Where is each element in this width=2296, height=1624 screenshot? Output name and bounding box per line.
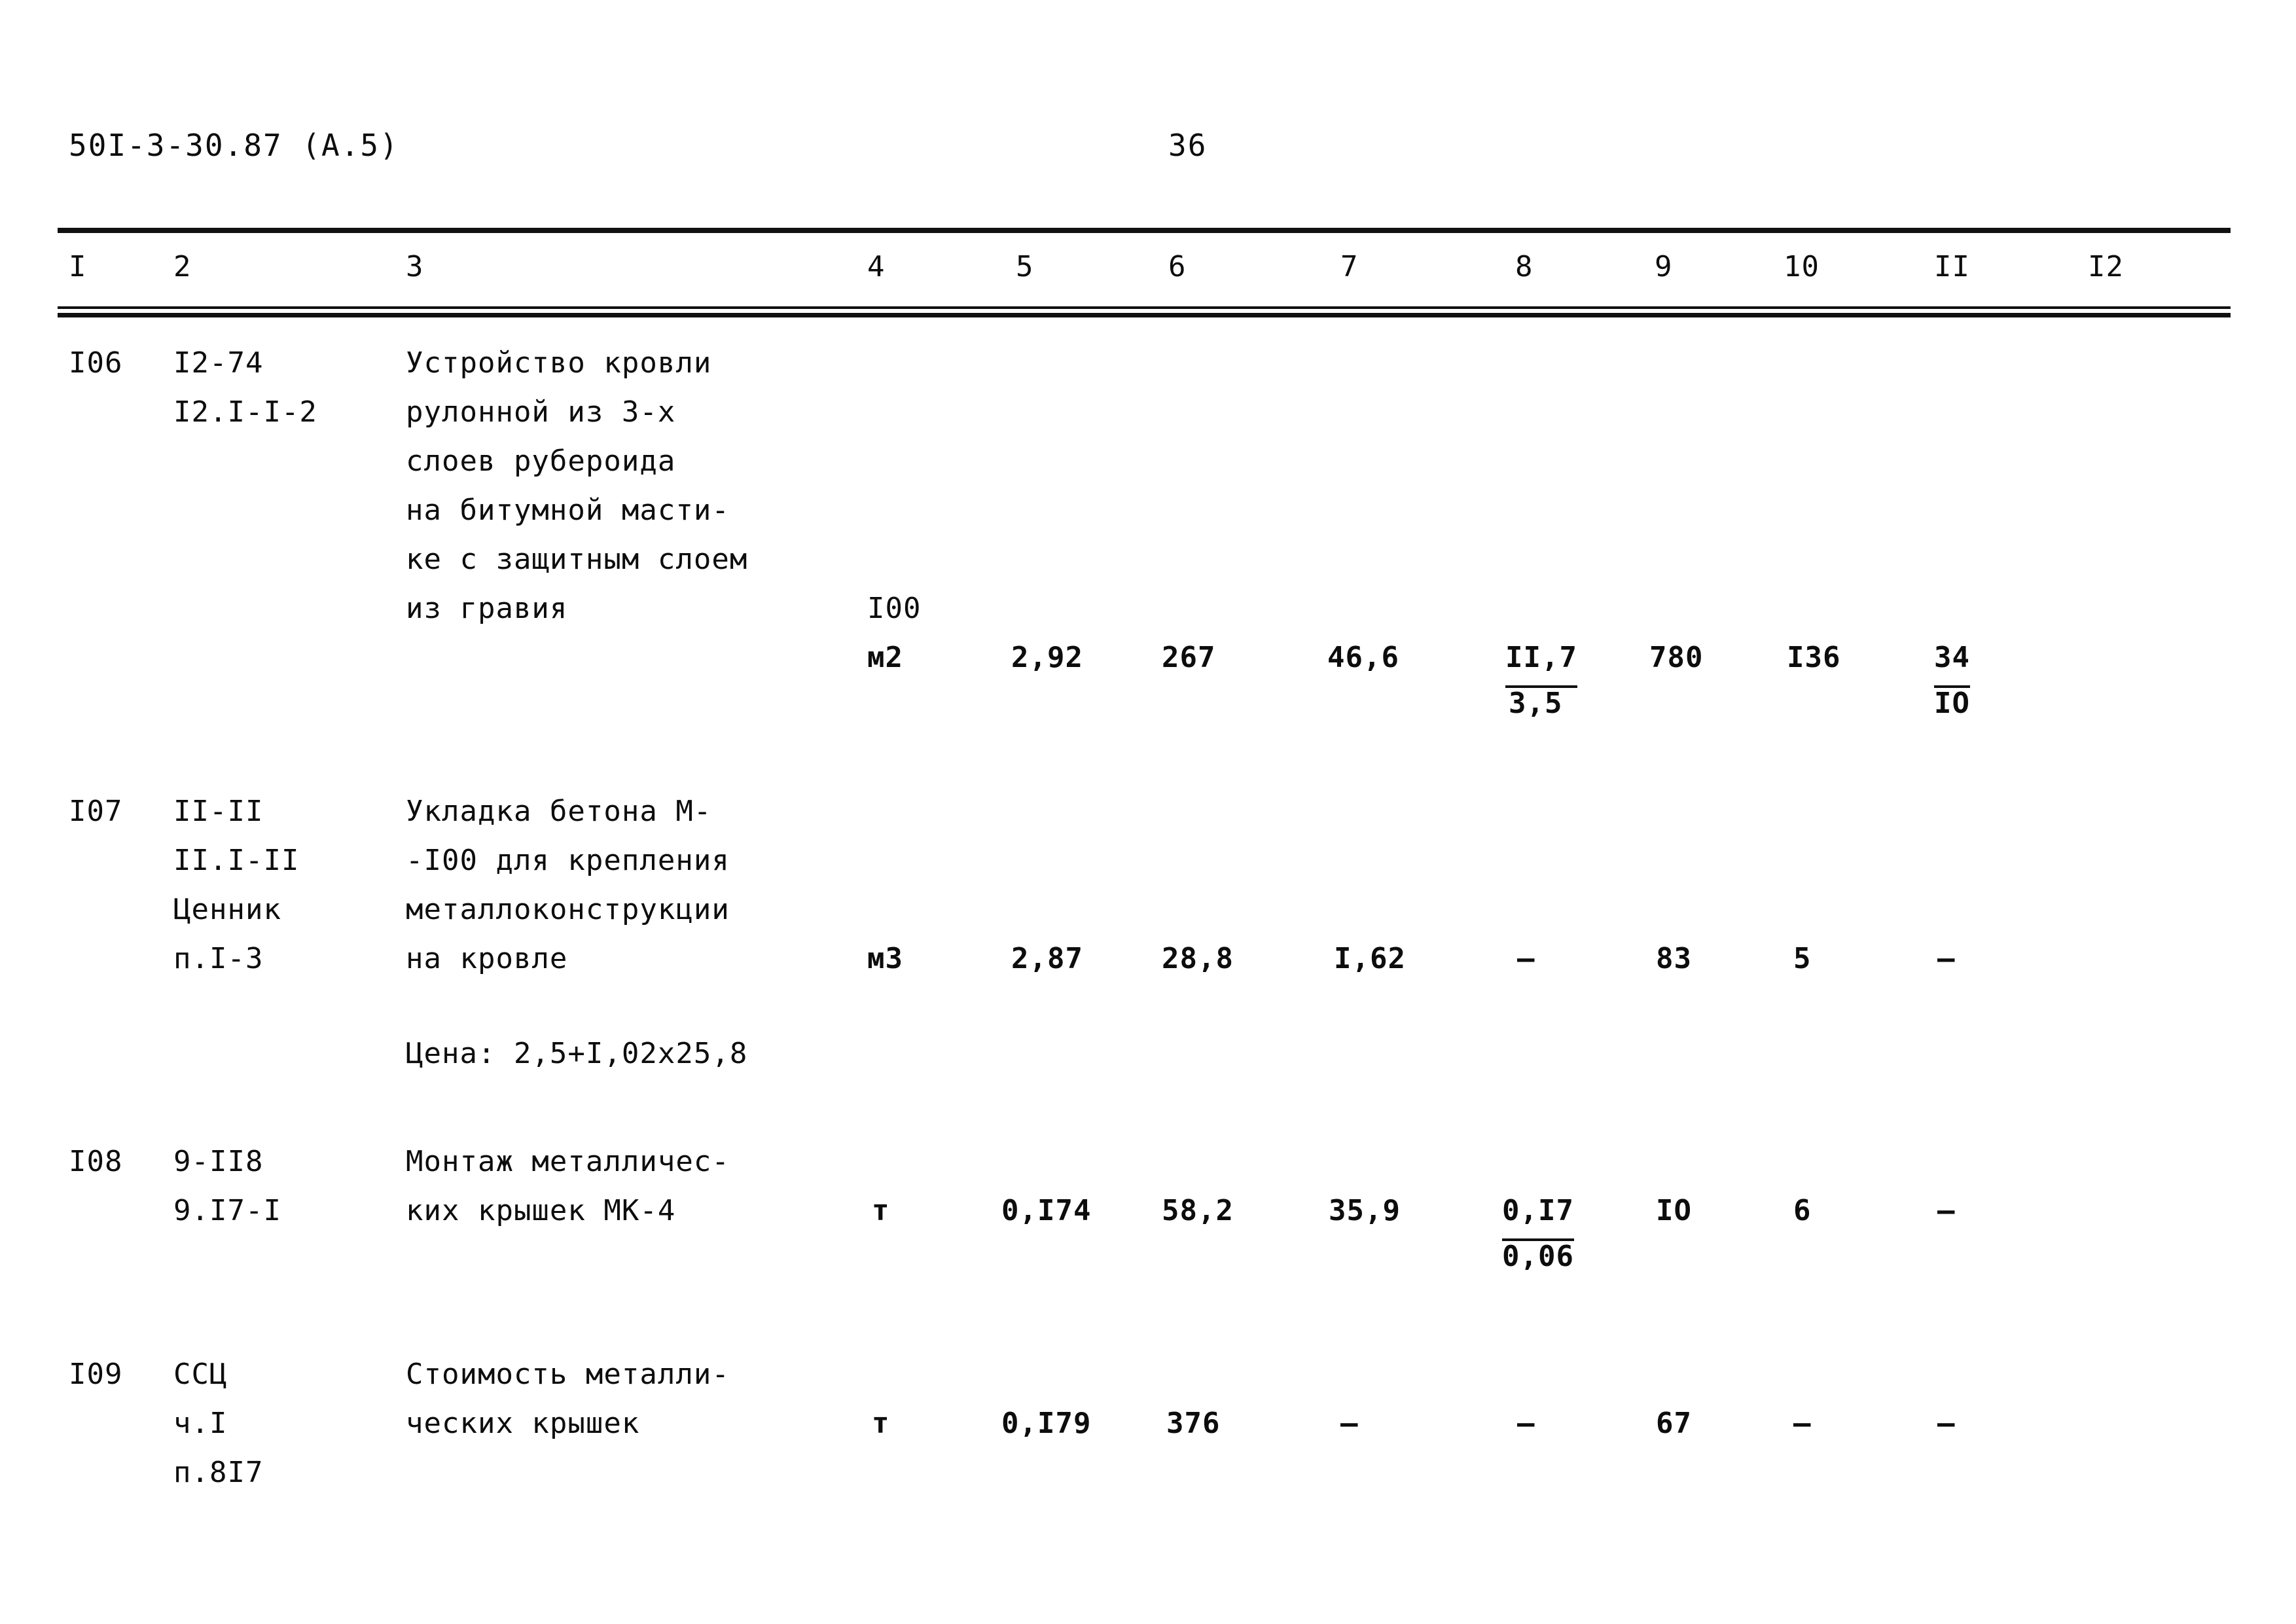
row-col11-top: – [1937, 1194, 1956, 1227]
column-header-10: 10 [1784, 250, 1820, 283]
row-col9: 780 [1649, 641, 1704, 674]
row-code-line: Ценник [173, 893, 281, 926]
row-col8-bottom: 3,5 [1509, 687, 1563, 720]
row-description-line: слоев рубероида [406, 444, 676, 478]
column-header-8: 8 [1515, 250, 1534, 283]
row-col11-top: 34 [1934, 632, 1970, 688]
row-col9: 83 [1656, 942, 1692, 975]
row-col10: – [1793, 1407, 1812, 1440]
row-col6: 58,2 [1162, 1194, 1234, 1227]
row-price-note: Цена: 2,5+I,02х25,8 [406, 1037, 748, 1070]
row-col5: 2,87 [1011, 942, 1083, 975]
table-top-rule [58, 228, 2231, 233]
row-number: I08 [69, 1145, 123, 1178]
page-number: 36 [1168, 128, 1208, 163]
column-header-11: II [1934, 250, 1970, 283]
row-col5: 0,I79 [1001, 1407, 1092, 1440]
row-code-line: 9-II8 [173, 1145, 264, 1178]
column-header-12: I2 [2088, 250, 2124, 283]
column-header-4: 4 [867, 250, 886, 283]
row-code-line: п.8I7 [173, 1456, 264, 1489]
row-description-line: рулонной из 3-х [406, 395, 676, 429]
row-unit: м3 [867, 942, 903, 975]
row-description-line: на кровле [406, 942, 568, 975]
row-code-line: I2-74 [173, 346, 264, 380]
column-header-3: 3 [406, 250, 424, 283]
row-col7: – [1340, 1407, 1359, 1440]
row-unit: т [872, 1407, 890, 1440]
row-unit-qty: I00 [867, 592, 922, 625]
row-col5: 2,92 [1011, 641, 1083, 674]
row-description-line: ческих крышек [406, 1407, 640, 1440]
row-description-line: Устройство кровли [406, 346, 712, 380]
row-col6: 376 [1166, 1407, 1221, 1440]
row-col8-bottom: 0,06 [1502, 1240, 1574, 1273]
document-header [69, 128, 2222, 173]
row-code-line: 9.I7-I [173, 1194, 281, 1227]
column-header-1: I [69, 250, 87, 283]
row-code-line: II-II [173, 795, 264, 828]
row-code-line: п.I-3 [173, 942, 264, 975]
row-col5: 0,I74 [1001, 1194, 1092, 1227]
row-col8-top: 0,I7 [1502, 1185, 1574, 1241]
row-description-line: ких крышек МК-4 [406, 1194, 676, 1227]
row-col6: 267 [1162, 641, 1216, 674]
row-description-line: -I00 для крепления [406, 844, 730, 877]
row-code-line: ч.I [173, 1407, 228, 1440]
row-col8-top: II,7 [1505, 632, 1577, 688]
row-col10: I36 [1787, 641, 1841, 674]
row-col11-top: – [1937, 1407, 1956, 1440]
row-code-line: II.I-II [173, 844, 300, 877]
row-description-line: на битумной масти- [406, 494, 730, 527]
row-col10: 5 [1793, 942, 1812, 975]
row-col7: I,62 [1334, 942, 1406, 975]
row-col7: 35,9 [1329, 1194, 1401, 1227]
row-unit: т [872, 1194, 890, 1227]
column-header-9: 9 [1655, 250, 1673, 283]
table-header-rule-a [58, 306, 2231, 309]
document-code: 50I-3-30.87 (A.5) [69, 128, 399, 163]
row-col8-top: – [1517, 942, 1535, 975]
column-header-7: 7 [1340, 250, 1359, 283]
row-code-line: I2.I-I-2 [173, 395, 317, 429]
row-description-line: Укладка бетона М- [406, 795, 712, 828]
row-description-line: ке с защитным слоем [406, 543, 748, 576]
row-col10: 6 [1793, 1194, 1812, 1227]
column-header-6: 6 [1168, 250, 1187, 283]
row-number: I07 [69, 795, 123, 828]
row-col11-top: – [1937, 942, 1956, 975]
table-header-rule-b [58, 313, 2231, 317]
row-description-line: Стоимость металли- [406, 1358, 730, 1391]
row-unit: м2 [867, 641, 903, 674]
row-col8-top: – [1517, 1407, 1535, 1440]
row-number: I06 [69, 346, 123, 380]
row-description-line: Монтаж металличес- [406, 1145, 730, 1178]
row-col11-bottom: IO [1934, 687, 1970, 720]
row-code-line: ССЦ [173, 1358, 228, 1391]
column-header-5: 5 [1016, 250, 1034, 283]
row-col9: 67 [1656, 1407, 1692, 1440]
row-col6: 28,8 [1162, 942, 1234, 975]
row-col7: 46,6 [1327, 641, 1399, 674]
column-header-2: 2 [173, 250, 192, 283]
row-col9: IO [1656, 1194, 1692, 1227]
row-number: I09 [69, 1358, 123, 1391]
row-description-line: металлоконструкции [406, 893, 730, 926]
row-description-line: из гравия [406, 592, 568, 625]
